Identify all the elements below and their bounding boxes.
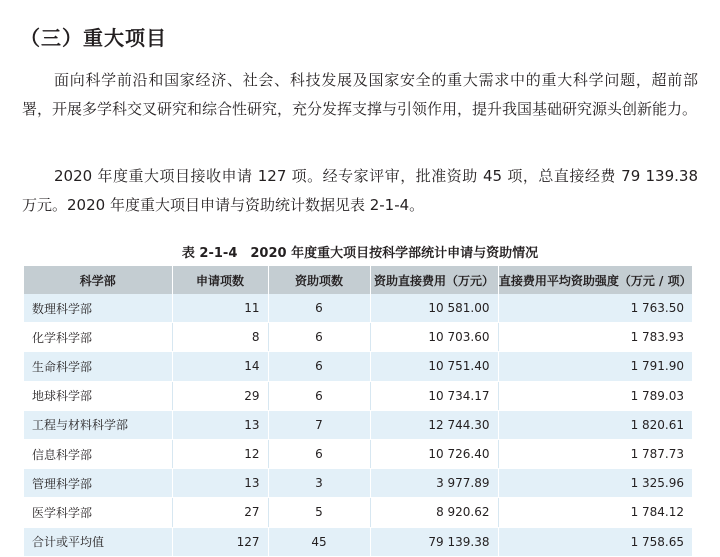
table-header-row xyxy=(24,266,692,294)
table-row xyxy=(24,498,692,527)
cell-direct-cost: 10 734.17 xyxy=(370,381,498,410)
cell-direct-cost: 12 744.30 xyxy=(370,410,498,439)
cell-department: 信息科学部 xyxy=(24,439,172,468)
header-applications: 申请项数 xyxy=(172,266,268,294)
header-funded: 资助项数 xyxy=(268,266,370,294)
cell-average-intensity: 1 763.50 xyxy=(498,294,692,323)
cell-department: 合计或平均值 xyxy=(24,527,172,556)
intro-paragraph: 面向科学前沿和国家经济、社会、科技发展及国家安全的重大需求中的重大科学问题，超前部署，开展多学科交叉研究和综合性研究，充分发挥支撑与引领作用，提升我国基础研究源头创新能力。 xyxy=(22,71,698,118)
cell-department: 生命科学部 xyxy=(24,352,172,381)
statistics-table xyxy=(24,266,692,557)
cell-department: 数理科学部 xyxy=(24,294,172,323)
cell-applications: 13 xyxy=(172,469,268,498)
cell-applications: 29 xyxy=(172,381,268,410)
cell-average-intensity: 1 820.61 xyxy=(498,410,692,439)
header-department: 科学部 xyxy=(24,266,172,294)
cell-average-intensity: 1 758.65 xyxy=(498,527,692,556)
header-average-intensity: 直接费用平均资助强度（万元 / 项） xyxy=(498,266,692,294)
table-row xyxy=(24,410,692,439)
cell-average-intensity: 1 784.12 xyxy=(498,498,692,527)
table-row xyxy=(24,352,692,381)
cell-applications: 27 xyxy=(172,498,268,527)
cell-direct-cost: 79 139.38 xyxy=(370,527,498,556)
cell-funded: 6 xyxy=(268,439,370,468)
cell-funded: 6 xyxy=(268,323,370,352)
table-row xyxy=(24,294,692,323)
cell-applications: 12 xyxy=(172,439,268,468)
cell-average-intensity: 1 791.90 xyxy=(498,352,692,381)
cell-department: 工程与材料科学部 xyxy=(24,410,172,439)
cell-department: 地球科学部 xyxy=(24,381,172,410)
cell-department: 管理科学部 xyxy=(24,469,172,498)
cell-applications: 11 xyxy=(172,294,268,323)
cell-funded: 6 xyxy=(268,381,370,410)
cell-department: 医学科学部 xyxy=(24,498,172,527)
table-row xyxy=(24,381,692,410)
cell-funded: 7 xyxy=(268,410,370,439)
cell-direct-cost: 8 920.62 xyxy=(370,498,498,527)
cell-direct-cost: 10 726.40 xyxy=(370,439,498,468)
section-heading: （三）重大项目 xyxy=(20,26,167,50)
cell-department: 化学科学部 xyxy=(24,323,172,352)
table-total-row xyxy=(24,527,692,556)
cell-funded: 45 xyxy=(268,527,370,556)
cell-direct-cost: 3 977.89 xyxy=(370,469,498,498)
table-caption: 表 2-1-4 2020 年度重大项目按科学部统计申请与资助情况 xyxy=(181,246,539,261)
cell-direct-cost: 10 703.60 xyxy=(370,323,498,352)
table-row xyxy=(24,323,692,352)
cell-average-intensity: 1 325.96 xyxy=(498,469,692,498)
table-row xyxy=(24,469,692,498)
cell-funded: 6 xyxy=(268,294,370,323)
cell-funded: 5 xyxy=(268,498,370,527)
table-row xyxy=(24,439,692,468)
summary-paragraph: 2020 年度重大项目接收申请 127 项。经专家评审，批准资助 45 项，总直接经费 79 139.38 万元。2020 年度重大项目申请与资助统计数据见表 2-1-4。 xyxy=(22,167,698,214)
cell-direct-cost: 10 581.00 xyxy=(370,294,498,323)
header-direct-cost: 资助直接费用（万元） xyxy=(370,266,498,294)
cell-funded: 3 xyxy=(268,469,370,498)
cell-applications: 8 xyxy=(172,323,268,352)
cell-applications: 14 xyxy=(172,352,268,381)
cell-average-intensity: 1 783.93 xyxy=(498,323,692,352)
cell-funded: 6 xyxy=(268,352,370,381)
cell-applications: 127 xyxy=(172,527,268,556)
cell-average-intensity: 1 789.03 xyxy=(498,381,692,410)
cell-average-intensity: 1 787.73 xyxy=(498,439,692,468)
cell-direct-cost: 10 751.40 xyxy=(370,352,498,381)
cell-applications: 13 xyxy=(172,410,268,439)
